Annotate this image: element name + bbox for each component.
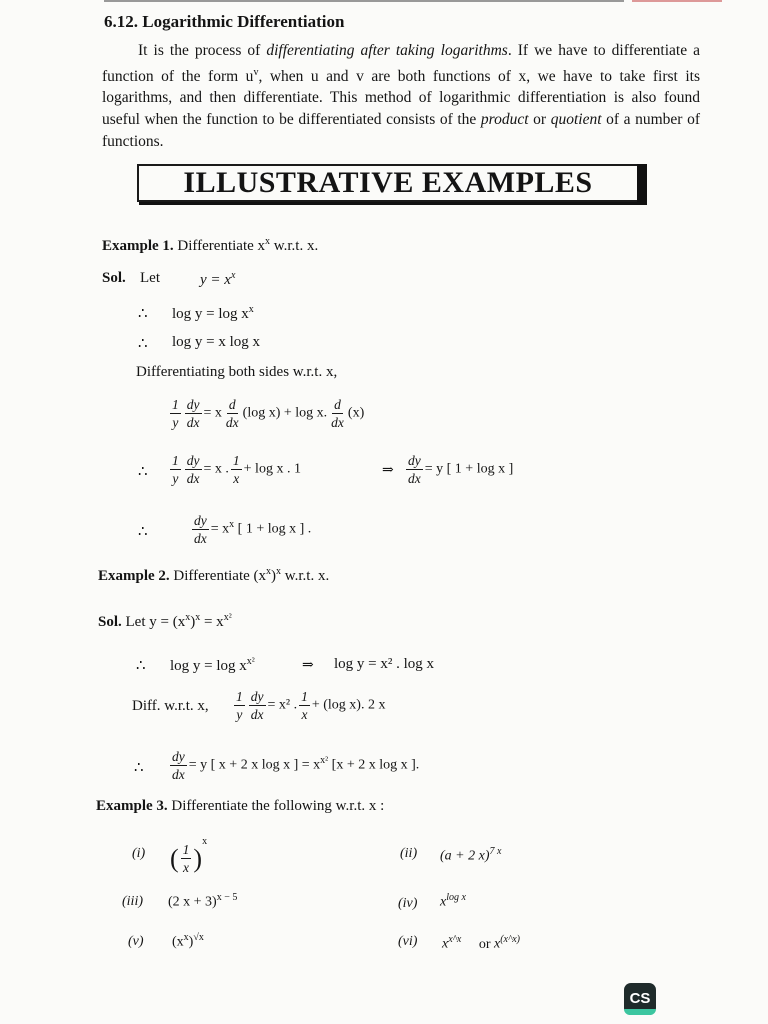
- therefore-symbol: ∴: [138, 336, 148, 352]
- example-2-line-3-label: Diff. w.r.t. x,: [132, 698, 209, 714]
- example-1-line-1: $y = x^x$: [200, 270, 236, 288]
- page-top-edge: [104, 0, 624, 2]
- section-heading: 6.12. Logarithmic Differentiation: [104, 12, 345, 31]
- therefore-symbol: ∴: [138, 464, 148, 480]
- item-label-i: (i): [132, 846, 146, 861]
- camscanner-badge: CS: [624, 983, 656, 1015]
- therefore-symbol: ∴: [138, 306, 148, 322]
- camscanner-badge-accent: [624, 1009, 656, 1015]
- implies-arrow: ⇒: [302, 658, 314, 673]
- example-1-line-4: Differentiating both sides w.r.t. x,: [136, 364, 338, 380]
- banner-shadow-bottom: [139, 202, 647, 205]
- example-1-line-6: $\frac{1}{y}$ $\frac{dy}{dx}$ = x . $\frac{1}{x}$ + log x . 1: [172, 453, 301, 486]
- item-expr-iii: (2 x + 3)$^{x - 5}$: [168, 892, 238, 910]
- item-label-iii: (iii): [122, 894, 143, 909]
- intro-paragraph: It is the process of differentiating after taking logarithms. If we have to differentiate a function of the form $u^v$, when u and v are both functions of x, we have to take first its logarithms, and then differentiate. This method of logarithmic differentiation is also found useful when the function to be differentiated consists of the product or quotient of a number of functions.: [102, 42, 701, 150]
- item-label-v: (v): [128, 934, 144, 949]
- therefore-symbol: ∴: [138, 524, 148, 540]
- example-3-statement: Example 3. Differentiate the following w.r.t. x :: [96, 798, 385, 814]
- example-2-line-4: $\frac{dy}{dx}$ = y [ x + 2 x log x ] = $x^{x^2}$ [x + 2 x log x ].: [172, 749, 420, 782]
- illustrative-examples-banner: ILLUSTRATIVE EXAMPLES: [137, 164, 637, 202]
- item-label-iv: (iv): [398, 896, 418, 911]
- item-expr-i: ( $\frac{1}{x}$ )$^x$: [170, 836, 208, 876]
- item-expr-vi: $x^{x\^{}x}$ or $x^{(x\^{}x)}$: [442, 934, 520, 952]
- example-1-line-7: $\frac{dy}{dx}$ = $x^x$ [ 1 + log x ] .: [194, 513, 312, 546]
- example-1-line-6-result: $\frac{dy}{dx}$ = y [ 1 + log x ]: [408, 453, 514, 486]
- example-2-sol: Sol. Let $y = (x^x)^x = x^{x^2}$: [98, 612, 232, 630]
- page-top-edge-accent: [632, 0, 722, 2]
- item-expr-v: $(x^x)^{√x}$: [172, 932, 204, 950]
- example-1-line-2: $\log y = \log x^x$: [172, 304, 254, 322]
- example-1-statement: Example 1. Differentiate $x^x$ w.r.t. x.: [102, 236, 319, 254]
- example-2-line-3: $\frac{1}{y}$ $\frac{dy}{dx}$ = x² . $\frac{1}{x}$ + (log x). 2 x: [236, 689, 386, 722]
- item-label-vi: (vi): [398, 934, 418, 949]
- example-1-line-3: log y = x log x: [172, 334, 261, 350]
- example-1-line-5: $\frac{1}{y}$ $\frac{dy}{dx}$ = x $\frac{d}{dx}$ (log x) + log x. $\frac{d}{dx}$ (x): [172, 397, 365, 430]
- example-1-let: Let: [140, 270, 160, 286]
- therefore-symbol: ∴: [136, 658, 146, 674]
- example-1-sol-label: Sol.: [102, 270, 126, 286]
- item-expr-iv: $x^{log x}$: [440, 892, 466, 910]
- therefore-symbol: ∴: [134, 760, 144, 776]
- banner-shadow-bar: [637, 164, 647, 204]
- item-label-ii: (ii): [400, 846, 418, 861]
- example-2-line-2: $\log y = \log x^{x^2}$: [170, 656, 255, 674]
- implies-arrow: ⇒: [382, 463, 394, 478]
- example-2-statement: Example 2. Differentiate $(x^x)^x$ w.r.t. x.: [98, 566, 330, 584]
- item-expr-ii: (a + 2 x)$^{7 x}$: [440, 846, 502, 864]
- example-2-line-2-result: log y = x² . log x: [334, 656, 435, 672]
